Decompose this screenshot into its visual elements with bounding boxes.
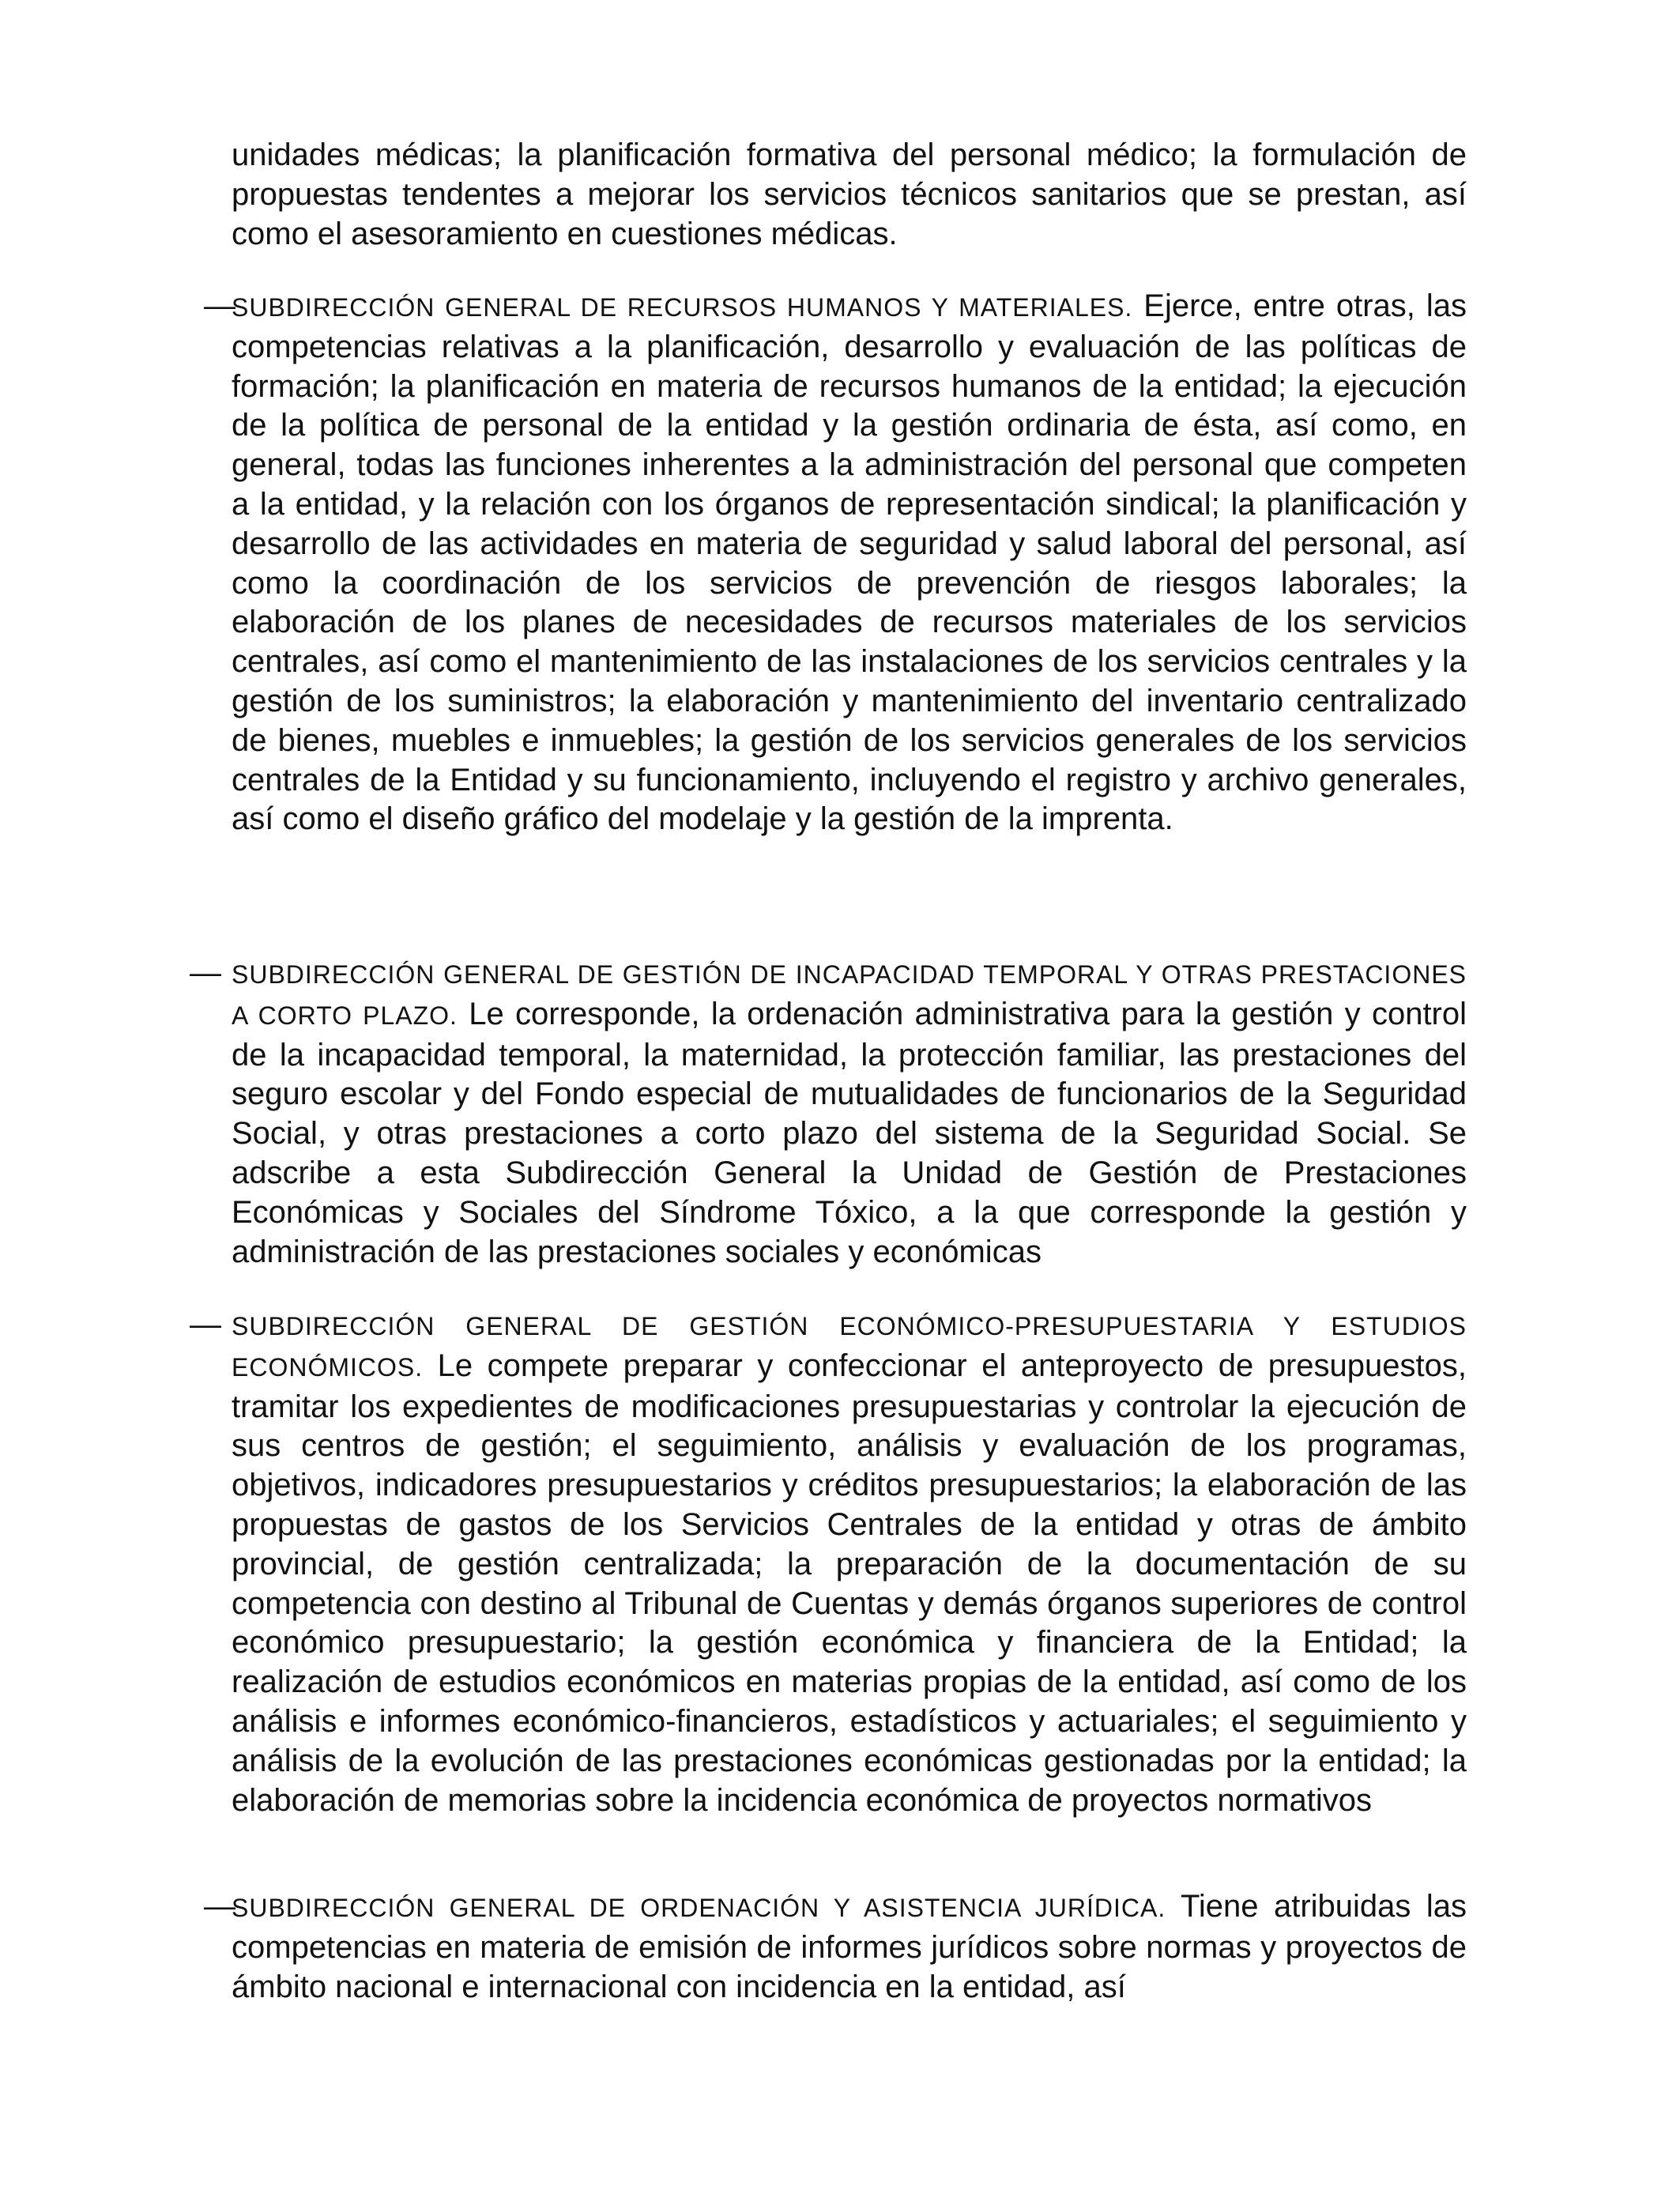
section-paragraph-asistencia-juridica — [232, 1887, 1467, 2007]
intro-paragraph: unidades médicas; la planificación formativa del personal médico; la formulación de propuestas tendentes a mejorar los servicios técnicos sanitarios que se prestan, así como el asesoramiento en cuestiones médicas. — [232, 138, 1467, 251]
section-paragraph-incapacidad-temporal — [232, 954, 1467, 1272]
section-dash: — — [204, 1889, 235, 1924]
section-heading: SUBDIRECCIÓN GENERAL DE ORDENACIÓN Y ASISTENCIA JURÍDICA. — [232, 1894, 1166, 1922]
section-dash: — — [190, 1307, 221, 1342]
section-heading: SUBDIRECCIÓN GENERAL DE GESTIÓN ECONÓMICO-PRESUPUESTARIA Y ESTUDIOS ECONÓMICOS. — [232, 1312, 1467, 1382]
section-paragraph-recursos-humanos — [232, 287, 1467, 839]
section-body: Le compete preparar y confeccionar el anteproyecto de presupuestos, tramitar los expedientes de modificaciones presupuestarias y controlar la ejecución de sus centros de gestión; el seguimiento, análisis y evaluación de los programas, objetivos, indicadores presupuestarios y créditos presupuestarios; la elaboración de las propuestas de gastos de los Servicios Centrales de la entidad y otras de ámbito provincial, de gestión centralizada; la preparación de la documentación de su competencia con destino al Tribunal de Cuentas y demás órganos superiores de control económico presupuestario; la gestión económica y financiera de la Entidad; la realización de estudios económicos en materias propias de la entidad, así como de los análisis e informes económico-financieros, estadísticos y actuariales; el seguimiento y análisis de la evolución de las prestaciones económicas gestionadas por la entidad; la elaboración de memorias sobre la incidencia económica de proyectos normativos — [232, 1348, 1467, 1818]
section-heading: SUBDIRECCIÓN GENERAL DE GESTIÓN DE INCAPACIDAD TEMPORAL Y OTRAS PRESTACIONES A CORTO PLAZO. — [232, 960, 1467, 1030]
section-dash: — — [190, 956, 221, 990]
section-paragraph-gestion-economica — [232, 1306, 1467, 1820]
section-body: Le corresponde, la ordenación administrativa para la gestión y control de la incapacidad temporal, la maternidad, la protección familiar, las prestaciones del seguro escolar y del Fondo especial de mutualidades de funcionarios de la Seguridad Social, y otras prestaciones a corto plazo del sistema de la Seguridad Social. Se adscribe a esta Subdirección General la Unidad de Gestión de Prestaciones Económicas y Sociales del Síndrome Tóxico, a la que corresponde la gestión y administración de las prestaciones sociales y económicas — [232, 996, 1467, 1269]
section-dash: — — [204, 288, 235, 323]
section-body: Tiene atribuidas las competencias en materia de emisión de informes jurídicos sobre normas y proyectos de ámbito nacional e internacional con incidencia en la entidad, así — [232, 1889, 1467, 2004]
section-heading: SUBDIRECCIÓN GENERAL DE RECURSOS HUMANOS Y MATERIALES. — [232, 293, 1133, 322]
section-body: Ejerce, entre otras, las competencias relativas a la planificación, desarrollo y evaluación de las políticas de formación; la planificación en materia de recursos humanos de la entidad; la ejecución de la política de personal de la entidad y la gestión ordinaria de ésta, así como, en general, todas las funciones inherentes a la administración del personal que competen a la entidad, y la relación con los órganos de representación sindical; la planificación y desarrollo de las actividades en materia de seguridad y salud laboral del personal, así como la coordinación de los servicios de prevención de riesgos laborales; la elaboración de los planes de necesidades de recursos materiales de los servicios centrales, así como el mantenimiento de las instalaciones de los servicios centrales y la gestión de los suministros; la elaboración y mantenimiento del inventario centralizado de bienes, muebles e inmuebles; la gestión de los servicios generales de los servicios centrales de la Entidad y su funcionamiento, incluyendo el registro y archivo generales, así como el diseño gráfico del modelaje y la gestión de la imprenta. — [232, 288, 1467, 837]
